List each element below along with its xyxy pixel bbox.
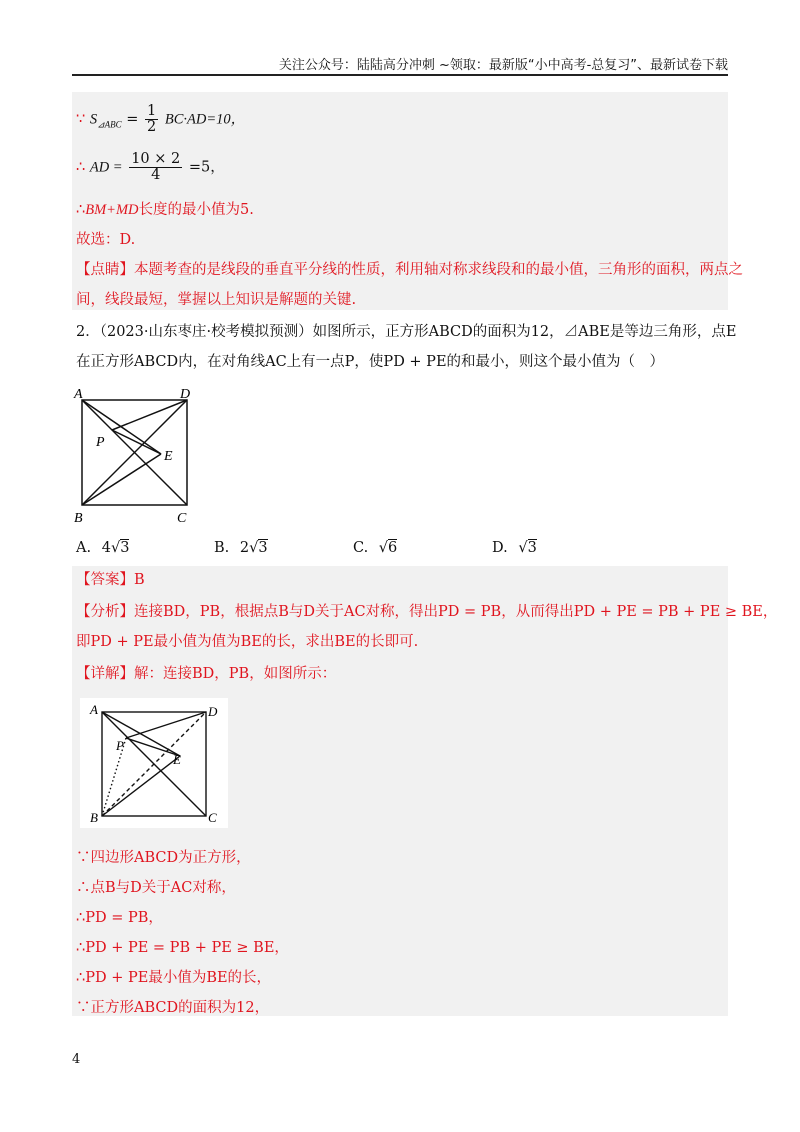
answer-tag: 【答案】 [76, 572, 134, 588]
analysis-text: 连接BD，PB，根据点B与D关于AC对称，得出PD = PB，从而得出PD + PE = PB + PE ≥ BE， [134, 604, 778, 620]
figure-square-2 [80, 698, 228, 828]
option-d[interactable] [492, 540, 537, 556]
frac-num: 10 × 2 [131, 151, 181, 167]
sqrt-icon: √ [378, 540, 389, 556]
solution-step-2: ∴点B与D关于AC对称， [76, 880, 236, 896]
solution-step-1: ∵四边形ABCD为正方形， [76, 850, 251, 866]
answer-value: B [134, 572, 145, 588]
therefore-symbol: ∴ [76, 159, 86, 176]
label-c: C [208, 810, 217, 825]
area-subscript: ⊿ABC [97, 119, 122, 130]
frac-den: 4 [151, 167, 161, 183]
label-e: E [173, 752, 181, 767]
solution-step-4: ∴PD + PE = PB + PE ≥ BE， [76, 940, 289, 956]
formula-rest: BC·AD=10， [164, 111, 246, 128]
label-d: D [180, 387, 191, 402]
formula-rest: =5， [188, 159, 225, 176]
analysis-tag: 【分析】 [76, 604, 134, 620]
expression: BM+MD [85, 202, 139, 218]
detail-line [76, 664, 336, 684]
area-symbol: S [89, 111, 98, 128]
option-radicand: 3 [120, 540, 130, 556]
label-b: B [74, 511, 83, 526]
segment-pd [112, 400, 187, 430]
solution-step-6: ∵正方形ABCD的面积为12， [76, 1000, 270, 1016]
fraction-half [145, 104, 158, 135]
formula-ad [76, 152, 225, 183]
min-value-line [76, 200, 254, 220]
question-line-1: 2．（2023·山东枣庄·校考模拟预测）如图所示，正方形ABCD的面积为12，⊿ABE是等边三角形，点E [76, 324, 737, 340]
detail-tag: 【详解】 [76, 666, 134, 682]
question-line-2: 在正方形ABCD内，在对角线AC上有一点P，使PD + PE的和最小，则这个最小值为（ ） [76, 354, 665, 370]
figure-square-1 [70, 384, 200, 526]
option-radicand: 3 [258, 540, 268, 556]
label-b: B [90, 810, 98, 825]
solution-step-3: ∴PD = PB， [76, 910, 163, 926]
analysis-line-1 [76, 602, 777, 622]
choice-line: 故选：D. [76, 232, 136, 248]
formula-area [76, 104, 245, 135]
option-c[interactable] [353, 540, 397, 556]
frac-den: 2 [147, 119, 157, 135]
note-line-1 [76, 260, 743, 280]
note-line-2: 间，线段最短，掌握以上知识是解题的关键. [76, 292, 357, 308]
segment-be [82, 454, 161, 505]
page-number: 4 [72, 1052, 81, 1067]
sqrt-icon: √ [249, 540, 259, 556]
option-b[interactable] [214, 540, 268, 556]
detail-text: 解：连接BD，PB，如图所示： [134, 666, 337, 682]
option-coef: 2 [239, 540, 250, 556]
option-letter: B. [214, 540, 230, 556]
sqrt-icon: √ [518, 540, 528, 556]
analysis-line-2: 即PD + PE最小值为值为BE的长，求出BE的长即可. [76, 634, 419, 650]
note-tag: 【点睛】 [76, 262, 134, 278]
ad-label: AD = [89, 159, 123, 176]
label-e: E [164, 449, 173, 464]
option-letter: D. [492, 540, 508, 556]
sqrt-icon: √ [110, 540, 121, 556]
note-body: 本题考查的是线段的垂直平分线的性质，利用轴对称求线段和的最小值，三角形的面积，两点之 [134, 262, 743, 278]
option-coef: 4 [101, 540, 111, 556]
option-a[interactable] [76, 540, 129, 556]
option-letter: C. [353, 540, 369, 556]
label-p: P [96, 435, 105, 450]
therefore-symbol: ∴ [76, 202, 86, 218]
label-a: A [90, 702, 98, 717]
statement: 长度的最小值为5. [138, 202, 254, 218]
label-c: C [177, 511, 187, 526]
answer-line [76, 570, 145, 590]
page-header: 关注公众号：陆陆高分冲刺 ~领取：最新版“小中高考-总复习”、最新试卷下载 [278, 58, 728, 73]
frac-num: 1 [147, 103, 157, 119]
label-d: D [208, 704, 218, 719]
option-letter: A. [76, 540, 92, 556]
option-radicand: 6 [388, 540, 398, 556]
solution-step-5: ∴PD + PE最小值为BE的长， [76, 970, 272, 986]
option-radicand: 3 [527, 540, 537, 556]
label-p: P [116, 738, 124, 753]
header-divider [72, 74, 728, 76]
fraction-ad [129, 152, 182, 183]
because-symbol: ∵ [76, 111, 86, 128]
equals: = [126, 111, 139, 128]
label-a: A [74, 387, 83, 402]
